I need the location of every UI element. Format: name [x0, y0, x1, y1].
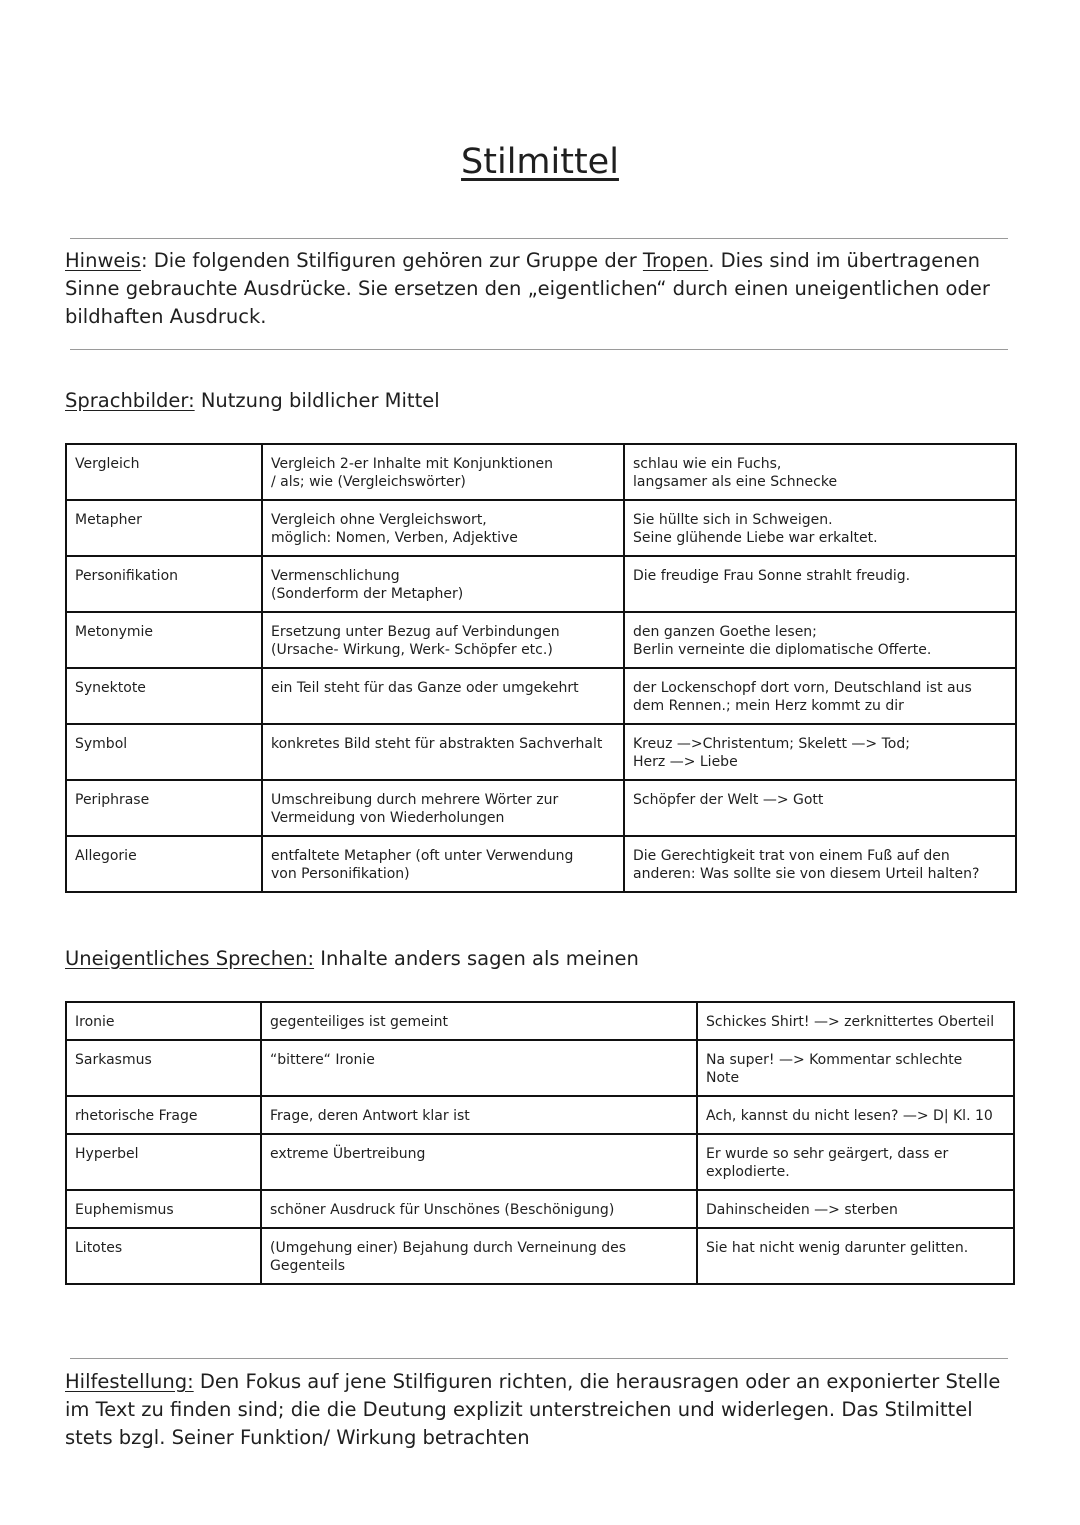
definition-cell: Vermenschlichung (Sonderform der Metapher) — [262, 556, 624, 612]
term-cell: Personifikation — [66, 556, 262, 612]
example-cell: Sie hat nicht wenig darunter gelitten. — [697, 1228, 1014, 1284]
term-cell: Allegorie — [66, 836, 262, 892]
example-cell: Schöpfer der Welt —> Gott — [624, 780, 1016, 836]
section-label: Uneigentliches Sprechen: — [65, 947, 315, 970]
table-row — [66, 500, 1016, 556]
definition-cell: Vergleich 2-er Inhalte mit Konjunktionen / als; wie (Vergleichswörter) — [262, 444, 624, 500]
table-row — [66, 1040, 1014, 1096]
example-cell: Er wurde so sehr geärgert, dass er explodierte. — [697, 1134, 1014, 1190]
example-cell: Dahinscheiden —> sterben — [697, 1190, 1014, 1228]
example-cell: der Lockenschopf dort vorn, Deutschland ist aus dem Rennen.; mein Herz kommt zu dir — [624, 668, 1016, 724]
table-row — [66, 1190, 1014, 1228]
definition-cell: Ersetzung unter Bezug auf Verbindungen (Ursache- Wirkung, Werk- Schöpfer etc.) — [262, 612, 624, 668]
tropen-term: Tropen — [642, 249, 709, 272]
term-cell: Euphemismus — [66, 1190, 261, 1228]
table-row — [66, 1134, 1014, 1190]
term-cell: Periphrase — [66, 780, 262, 836]
definition-cell: ein Teil steht für das Ganze oder umgekehrt — [262, 668, 624, 724]
definition-cell: Vergleich ohne Vergleichswort, möglich: Nomen, Verben, Adjektive — [262, 500, 624, 556]
section-subtitle: Inhalte anders sagen als meinen — [314, 947, 639, 970]
section-heading-uneigentliches-sprechen — [65, 945, 639, 973]
term-cell: Sarkasmus — [66, 1040, 261, 1096]
hilfestellung-label: Hilfestellung: — [65, 1370, 194, 1393]
definition-cell: entfaltete Metapher (oft unter Verwendung von Personifikation) — [262, 836, 624, 892]
divider — [70, 238, 1008, 239]
example-cell: Na super! —> Kommentar schlechte Note — [697, 1040, 1014, 1096]
table-row — [66, 1096, 1014, 1134]
example-cell: Die Gerechtigkeit trat von einem Fuß auf den anderen: Was sollte sie von diesem Urteil halten? — [624, 836, 1016, 892]
table-row — [66, 668, 1016, 724]
example-cell: Kreuz —>Christentum; Skelett —> Tod; Herz —> Liebe — [624, 724, 1016, 780]
term-cell: Litotes — [66, 1228, 261, 1284]
section-label: Sprachbilder: — [65, 389, 195, 412]
example-cell: Sie hüllte sich in Schweigen. Seine glühende Liebe war erkaltet. — [624, 500, 1016, 556]
term-cell: Metapher — [66, 500, 262, 556]
table-row — [66, 724, 1016, 780]
term-cell: Ironie — [66, 1002, 261, 1040]
section-heading-sprachbilder — [65, 387, 440, 415]
table-row — [66, 444, 1016, 500]
definition-cell: konkretes Bild steht für abstrakten Sachverhalt — [262, 724, 624, 780]
table-row — [66, 1002, 1014, 1040]
definition-cell: extreme Übertreibung — [261, 1134, 697, 1190]
hilfestellung-text: Den Fokus auf jene Stilfiguren richten, die herausragen oder an exponierter Stelle im Text zu finden sind; die die Deutung explizit unterstreichen und widerlegen. Das Stilmittel stets bzgl. Seiner Funktion/ Wirkung betrachten — [65, 1370, 1001, 1449]
term-cell: rhetorische Frage — [66, 1096, 261, 1134]
term-cell: Symbol — [66, 724, 262, 780]
hilfestellung-paragraph — [65, 1368, 1005, 1452]
term-cell: Metonymie — [66, 612, 262, 668]
definition-cell: (Umgehung einer) Bejahung durch Verneinung des Gegenteils — [261, 1228, 697, 1284]
page-title: Stilmittel — [461, 142, 619, 182]
example-cell: den ganzen Goethe lesen; Berlin verneinte die diplomatische Offerte. — [624, 612, 1016, 668]
table-row — [66, 836, 1016, 892]
hinweis-label: Hinweis — [65, 249, 141, 272]
section-subtitle: Nutzung bildlicher Mittel — [194, 389, 440, 412]
sprachbilder-table — [65, 443, 1017, 893]
table-row — [66, 1228, 1014, 1284]
example-cell: Die freudige Frau Sonne strahlt freudig. — [624, 556, 1016, 612]
hinweis-text-2: . Dies sind im übertragenen Sinne gebrauchte Ausdrücke. Sie ersetzen den „eigentlichen“ durch einen uneigentlichen oder bildhaften Ausdruck. — [65, 249, 990, 328]
divider — [70, 349, 1008, 350]
definition-cell: gegenteiliges ist gemeint — [261, 1002, 697, 1040]
table-row — [66, 612, 1016, 668]
divider — [70, 1358, 1008, 1359]
term-cell: Vergleich — [66, 444, 262, 500]
definition-cell: schöner Ausdruck für Unschönes (Beschönigung) — [261, 1190, 697, 1228]
definition-cell: Umschreibung durch mehrere Wörter zur Vermeidung von Wiederholungen — [262, 780, 624, 836]
table-row — [66, 780, 1016, 836]
definition-cell: “bittere“ Ironie — [261, 1040, 697, 1096]
example-cell: Ach, kannst du nicht lesen? —> D| Kl. 10 — [697, 1096, 1014, 1134]
hinweis-text-1: : Die folgenden Stilfiguren gehören zur Gruppe der — [140, 249, 643, 272]
example-cell: schlau wie ein Fuchs, langsamer als eine Schnecke — [624, 444, 1016, 500]
example-cell: Schickes Shirt! —> zerknittertes Oberteil — [697, 1002, 1014, 1040]
hinweis-paragraph — [65, 247, 1015, 331]
term-cell: Hyperbel — [66, 1134, 261, 1190]
definition-cell: Frage, deren Antwort klar ist — [261, 1096, 697, 1134]
uneigentliches-sprechen-table — [65, 1001, 1015, 1285]
term-cell: Synektote — [66, 668, 262, 724]
table-row — [66, 556, 1016, 612]
